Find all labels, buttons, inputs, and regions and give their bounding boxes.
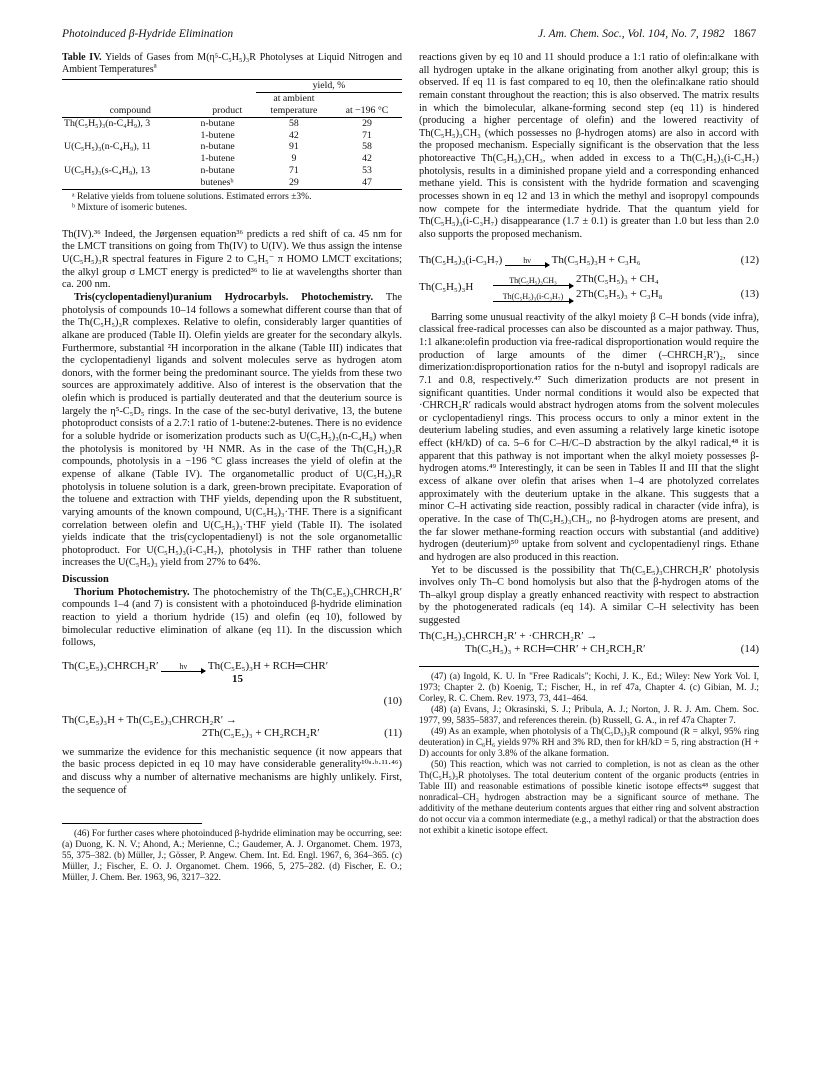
- product-cell: n-butane: [200, 117, 235, 129]
- product-cell: 1-butene: [200, 153, 235, 165]
- table-row: [62, 177, 402, 189]
- eq14-products: Th(C₅H₅)₃ + RCH═CHR′ + CH₂RCH₂R′: [465, 643, 646, 656]
- eq10-products: Th(C₅E₅)₃H + RCH═CHR′: [207, 659, 329, 672]
- ambient-yield-cell: 29: [256, 177, 332, 189]
- table-row: [62, 165, 402, 177]
- ambient-yield-cell: 9: [291, 153, 297, 165]
- journal-citation: J. Am. Chem. Soc., Vol. 104, No. 7, 1982: [538, 28, 725, 40]
- product-cell: butenesᵇ: [198, 177, 255, 189]
- low-temp-yield-cell: 53: [362, 165, 372, 177]
- compound-cell: Th(C₅H₅)₃(n-C₄H₉), 3: [64, 117, 151, 129]
- eq12-reactant: Th(C₅H₅)₃(i-C₃H₇): [419, 253, 503, 266]
- compound-header: compound: [62, 92, 198, 117]
- paragraph: [62, 292, 402, 570]
- paragraph: Yet to be discussed is the possibility that Th(C₅E₅)₃CHRCH₂R′ photolysis involves only Th–C bond homolysis but also that the β-hydrogen atoms of the Th–alkyl group display a greatly enhanced reactivity with respect to abstraction by the photogenerated radicals (eq 14). A similar C–H selectivity has been suggested: [419, 564, 759, 627]
- yields-table: [62, 79, 402, 190]
- compound-cell: [62, 177, 198, 189]
- eq11-products: 2Th(C₅E₅)₃ + CH₂RCH₂R′: [202, 727, 320, 740]
- equation-14: [419, 630, 759, 657]
- page-number: 1867: [733, 28, 757, 40]
- eq13-products-1: 2Th(C₅H₅)₃ + CH₄: [576, 272, 659, 285]
- ambient-yield-cell: 42: [289, 129, 299, 141]
- equation-12: [419, 254, 759, 267]
- eq14-reactants: Th(C₅H₅)₃CHRCH₂R′ + ·CHRCH₂R′ →: [419, 629, 598, 642]
- ambient-yield-cell: 91: [289, 141, 299, 153]
- ambient-yield-cell: 58: [289, 117, 299, 129]
- footnote-rule: [62, 823, 202, 824]
- section-heading: Thorium Photochemistry.: [74, 586, 190, 598]
- discussion-heading: Discussion: [62, 574, 109, 586]
- arrow-label: Th(C₅H₅)₃(i-C₃H₇): [502, 291, 564, 301]
- low-temp-yield-cell: 71: [362, 129, 372, 141]
- ambient-header: at ambient temperature: [256, 92, 332, 117]
- compound-cell: [62, 153, 198, 165]
- reaction-arrow: [505, 257, 549, 266]
- eq12-products: Th(C₅H₅)₃H + C₃H₆: [551, 253, 641, 266]
- eq13-products-2: 2Th(C₅H₅)₃ + C₃H₈: [576, 288, 663, 301]
- equation-13: [419, 273, 759, 302]
- table-row: [62, 141, 402, 153]
- eq11-reactants: Th(C₅E₅)₃H + Th(C₅E₅)₃CHRCH₂R′ →: [62, 714, 237, 727]
- product-header: product: [198, 92, 255, 117]
- paragraph: [62, 587, 402, 650]
- ambient-yield-cell: 71: [289, 165, 299, 177]
- eq13-number: (13): [740, 288, 759, 301]
- arrow-label: hν: [179, 661, 188, 671]
- table-label: Table IV.: [62, 52, 102, 63]
- table-row: [62, 130, 402, 142]
- footnote-50: (50) This reaction, which was not carried to completion, is not as clean as the other Th(C₅H₅)₃R photolyses. The total deuterium content of the organic products (entries in Table III) and reasonable estimations of possible kinetic isotope effects⁴⁸ suggest that nonradical–CH₃ hydrogen abstraction may be a significant source of methane. The additivity of the methane deuterium contents argues that either ring and solvent abstraction do not occur via a common intermediate (e.g., a methyl radical) or that the abstraction does not exhibit a kinetic isotope effect.: [419, 760, 759, 836]
- running-title: Photoinduced β-Hydride Elimination: [62, 28, 234, 40]
- footnote-rule: [419, 666, 759, 667]
- eq10-reactant: Th(C₅E₅)₃CHRCH₂R′: [62, 659, 159, 672]
- eq11-number: (11): [384, 727, 402, 740]
- table-note-b: ᵇ Mixture of isomeric butenes.: [72, 203, 188, 214]
- equation-10: [62, 660, 402, 673]
- footnote-48: (48) (a) Evans, J.; Okrasinski, S. J.; Pribula, A. J.; Norton, J. R. J. Am. Chem. Soc. 1977, 99, 5835–5837, and references therein. (b) Russell, G. A., in ref 47a Chapter 7.: [419, 705, 759, 727]
- footnote-49: (49) As an example, when photolysis of a Th(C₅D₅)₃R compound (R = alkyl, 95% ring deuteration) in C₆H₆ yields 97% RH and 3% RD, then for kH/kD = 5, ring abstraction (H + D) accounts for only 3.8% of the alkane formation.: [419, 727, 759, 760]
- compound-cell: [62, 130, 198, 142]
- low-temp-yield-cell: 47: [332, 177, 402, 189]
- right-column: [419, 52, 759, 837]
- left-column: [62, 52, 402, 884]
- paragraph: we summarize the evidence for this mechanistic sequence (it now appears that the basic process depicted in eq 10 may have considerable generality¹⁰ᵃ·ᵇ·¹¹·⁴⁶) and discuss why a number of alternative mechanisms are highly unlikely. First, the sequence of: [62, 746, 402, 796]
- paragraph-text: The photochemistry of the Th(C₅E₅)₃CHRCH₂R′ compounds 1–4 (and 7) is consistent with a photoinduced β-hydride elimination reaction to yield a thorium hydride (15) and olefin (eq 10), followed by bimolecular reductive elimination of alkane (eq 11). In the discussion which follows,: [62, 586, 402, 649]
- compound-cell: U(C₅H₅)₃(s-C₄H₉), 13: [64, 165, 151, 177]
- table-row: [62, 117, 402, 129]
- product-cell: 1-butene: [200, 129, 235, 141]
- paragraph: Barring some unusual reactivity of the alkyl moiety β C–H bonds (vide infra), classical free-radical processes can also be discounted as a major pathway. Thus, 1:1 alkane:olefin production via free-radical disproportionation would require the production of large amounts of the dimer (–CHRCH₂R′)₂, since dimerization:disproportionation ratios for the n-butyl and isopropyl radicals are 7.1 and 0.8, respectively.⁴⁷ Such dimerization products are not present in significant quantities. Under normal conditions it would also be expected that ·CHRCH₂R′ radicals would abstract hydrogen atoms from the solvent molecules or cyclopentadienyl rings. This process occurs to only a minor extent in the deuterium labeling studies, and even assuming a relatively large kinetic isotope effect (kH/kD) of ca. 5–6 for C–H/C–D abstraction by the alkyl radical,⁴⁸ it is apparent that this pathway is not important when the alkyl moiety possesses β-hydrogen atoms.⁴⁹ Interestingly, it can be seen in Tables II and III that the slight excess of alkane over olefin that arises when 1–4 are photolyzed correlates approximately with the deuterium uptake in the alkane. This suggests that a minor C–H activating side reaction, possibly radical in character (vide infra), is operative. In the case of Th(C₅H₅)₃CH₃, no β-hydrogen atoms are present, and the far slower methane-forming reaction occurs with substantial (and additive) hydrogen (deuterium)⁵⁰ uptake from solvent and cyclopentadienyl rings. Ethane and hydrogen are also produced in this reaction.: [419, 311, 759, 563]
- low-temp-yield-cell: 58: [362, 141, 372, 153]
- table-caption-text: Yields of Gases from M(η⁵-C₅H₅)₃R Photolyses at Liquid Nitrogen and Ambient Temperatures: [62, 52, 402, 75]
- table-caption: [62, 52, 402, 76]
- eq12-number: (12): [740, 253, 759, 266]
- table-row: [62, 153, 402, 165]
- reaction-arrow: [493, 277, 573, 286]
- eq14-number: (14): [740, 643, 759, 656]
- eq13-reactant: Th(C₅H₅)₃H: [419, 280, 474, 293]
- table-note-a: ᵃ Relative yields from toluene solutions. Estimated errors ±3%.: [72, 192, 312, 203]
- journal-reference: [538, 28, 756, 40]
- low-temp-yield-cell: 42: [362, 153, 372, 165]
- section-heading: Tris(cyclopentadienyl)uranium Hydrocarbyls. Photochemistry.: [74, 292, 374, 303]
- table-caption-mark: a: [153, 61, 157, 70]
- low-temp-yield-cell: 29: [362, 117, 372, 129]
- paragraph: Th(IV).³⁶ Indeed, the Jørgensen equation³⁶ predicts a red shift of ca. 45 nm for the LMCT transitions on going from Th(IV) to U(IV). We thus assign the intense U(C₅H₅)₃R spectral features in Figure 2 to C₅H₅⁻ π HOMO LMCT excitations; the alkyl group σ LMCT energy is predicted³⁶ to lie at wavelengths shorter than ca. 200 nm.: [62, 228, 402, 291]
- footnote-46: (46) For further cases where photoinduced β-hydride elimination may be occurring, see: (a) Duong, K. N. V.; Ahond, A.; Merienne, C.; Gaudemer, A. J. Organomet. Chem. 1973, 55, 375–382. (b) Müller, J.; Gösser, P. Angew. Chem. Int. Ed. Engl. 1967, 6, 364–365. (c) Müller, J.; Fischer, E. O. J. Organomet. Chem. 1966, 5, 275–282. (d) Fischer, E. O.; Müller, J. Chem. Ber. 1963, 96, 3217–322.: [62, 829, 402, 884]
- eq10-compound-number: 15: [232, 673, 243, 686]
- footnote-47: (47) (a) Ingold, K. U. In "Free Radicals"; Kochi, J. K., Ed.; Wiley: New York Vol. I, 1973; Chapter 2. (b) Koenig, T.; Fischer, H., in ref 47a, Chapter 4. (c) Gibian, M. J.; Corley, R. C. Chem. Rev. 1973, 73, 441–464.: [419, 672, 759, 705]
- arrow-label: Th(C₅H₅)₃CH₃: [509, 276, 557, 286]
- paragraph-text: The photolysis of compounds 10–14 follows a somewhat different course than that of the Th(C₅H₅)₃R complexes. Relative to olefin, considerably larger quantities of alkane are produced (Table II). Olefin yields are greater for the secondary alkyls. Furthermore, substantial ²H incorporation in the alkane (Table III) indicates that the cyclopentadienyl ligands and solvent molecules serve as hydrogen atom donors, with the former being the predominant source. The yields from these two sources are approximately additive. Also of interest is the observation that the olefin which is produced is partially deuterated and that the deuterium source is largely the η⁵-C₅D₅ rings. In the case of the sec-butyl derivative, 13, the butene photoproduct consists of a 2.7:1 ratio of 1-butene:2-butenes. There is no evidence for a soluble hydride or isomerization products such as U(C₅H₅)₃(n-C₄H₉) when the photolysis is monitored by ¹H NMR. As in the case of the Th(C₅H₅)₃R compounds, photolysis in a −196 °C glass increases the yield of olefin at the expense of alkane (Table IV). The organometallic product of U(C₅H₅)₃R photolysis in toluene solution is a dark, green-brown precipitate. Evaporation of the toluene and extraction with THF yields, depending upon the R substituent, varying amounts of the known compound, U(C₅H₅)₃·THF. There is a significant correlation between olefin and U(C₅H₅)₃·THF yield (Table II). The isolated yields indicate that the tris(cyclopentadienyl) is not the sole organometallic photoproduct. For U(C₅H₅)₃(i-C₃H₇), photolysis in THF rather than toluene increases the U(C₅H₅)₃ yield from 27% to 64%.: [62, 292, 402, 569]
- reaction-arrow: [493, 293, 573, 302]
- paragraph: reactions given by eq 10 and 11 should produce a 1:1 ratio of olefin:alkane with all hydrogen uptake in the alkane originating from another alkyl group; this is observed. If eq 11 is fast compared to eq 10, then the olefin:alkane ratio should remain constant throughout the reaction; this is also observed. The matrix results in which the bimolecular, alkane-forming second step (eq 11) is hindered (producing a higher percentage of olefin) and the lowered reactivity of Th(C₅H₅)₃CH₃ (which possesses no β-hydrogen atoms) are also in accord with the proposed mechanism. Especially significant is the observation that the less photoreactive Th(C₅H₅)₃CH₃, when added in excess to a Th(C₅H₅)₃(i-C₃H₇) photolysis, results in a diminished propane yield and a corresponding enhanced methane yield. This is consistent with the hydride formation and scavenging processes shown in eq 12 and 13 in which the methyl and isopropyl compounds now compete for the intermediate hydride. That the quantum yield for Th(C₅H₅)₃(i-C₃H₇) disappearance (1.7 ± 0.1) is greater than 1.0 but less than 2.0 also supports the proposed mechanism.: [419, 52, 759, 240]
- low-temp-header: at −196 °C: [332, 92, 402, 117]
- product-cell: n-butane: [200, 165, 235, 177]
- compound-cell: U(C₅H₅)₃(n-C₄H₉), 11: [64, 141, 151, 153]
- equation-11: [62, 714, 402, 741]
- yield-header: yield, %: [256, 80, 402, 93]
- arrow-label: hν: [523, 255, 531, 265]
- eq10-number: (10): [383, 694, 402, 707]
- product-cell: n-butane: [200, 141, 235, 153]
- reaction-arrow: [161, 663, 205, 672]
